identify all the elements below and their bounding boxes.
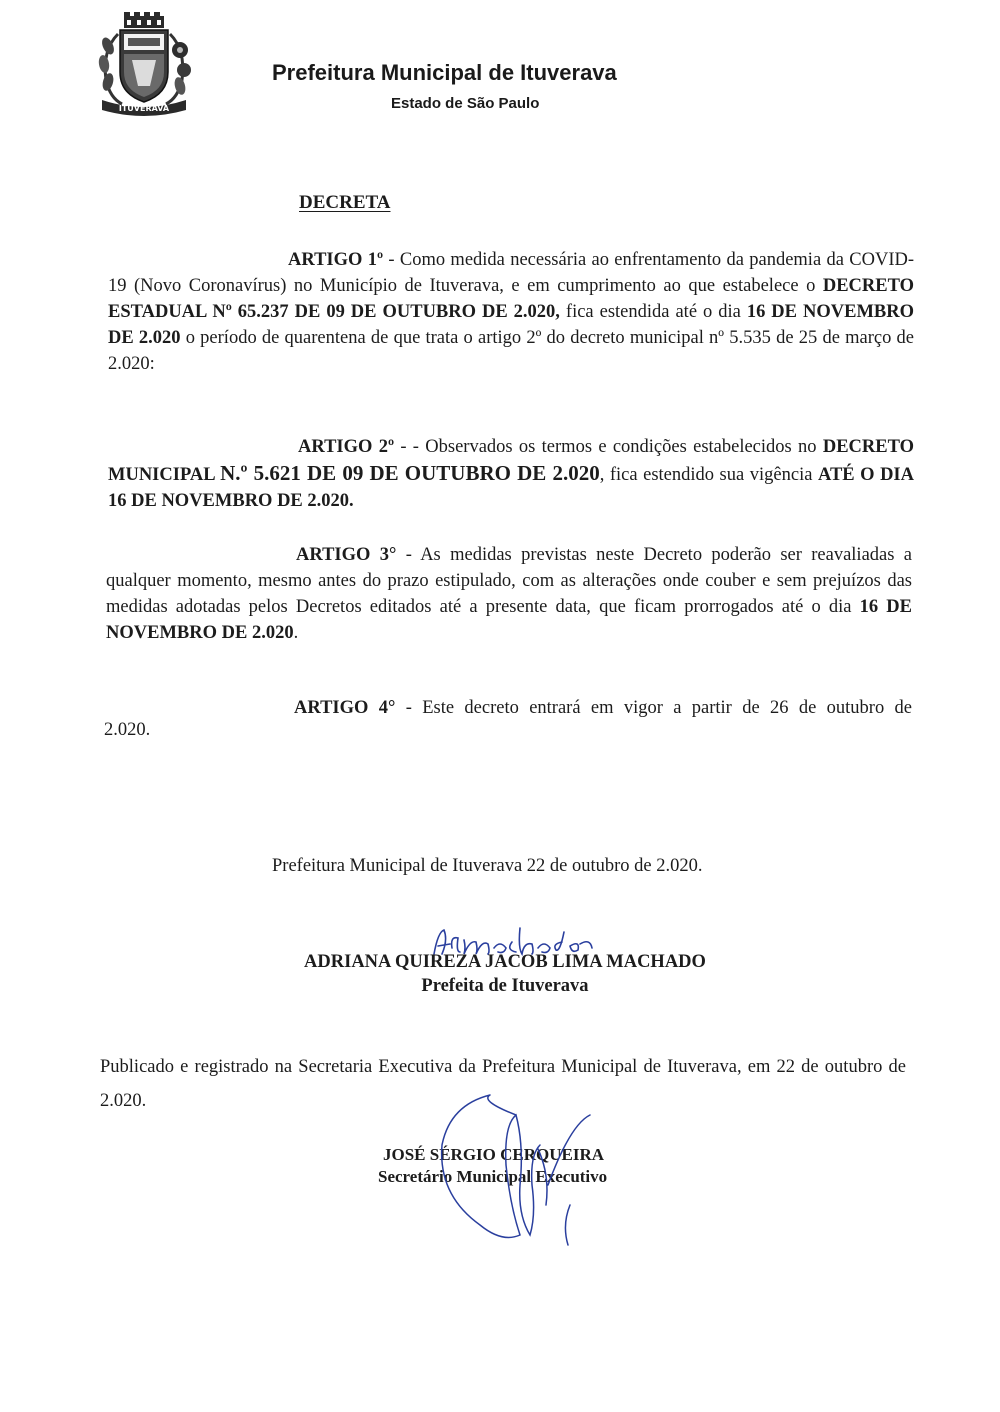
publication-note: Publicado e registrado na Secretaria Executiva da Prefeitura Municipal de Ituverava, em 22 de outubro de 2.020. <box>100 1057 906 1111</box>
secretary-role: Secretário Municipal Executivo <box>378 1167 608 1186</box>
artigo-1-text-3: o período de quarentena de que trata o artigo 2º do decreto municipal nº 5.535 de 25 de março de 2.020: <box>108 328 914 374</box>
artigo-1-bold-2: 16 DE NOVEMBRO DE 2.020 <box>108 302 914 348</box>
artigo-2-bold-2: ATÉ O DIA 16 DE NOVEMBRO DE 2.020. <box>108 465 914 511</box>
artigo-3-label: ARTIGO 3° <box>296 545 397 565</box>
artigo-1-label: ARTIGO 1º <box>288 250 384 270</box>
mayor-role: Prefeita de Ituverava <box>421 976 589 996</box>
artigo-3-text-1: - As medidas previstas neste Decreto poderão ser reavaliadas a qualquer momento, mesmo antes do prazo estipulado, com as alterações onde couber e sem prejuízos das medidas adotadas pelos Decretos editados até a presente data, que ficam prorrogados até o dia <box>106 545 912 617</box>
artigo-1-bold-1: DECRETO ESTADUAL Nº 65.237 DE 09 DE OUTUBRO DE 2.020, <box>108 276 914 322</box>
artigo-4-text-1: - Este decreto entrará em vigor a partir de 26 de outubro de <box>395 698 912 718</box>
artigo-2-text-2: , fica estendido sua vigência <box>599 465 818 485</box>
artigo-2-bold-1a: DECRETO MUNICIPAL <box>108 437 914 485</box>
artigo-4-label: ARTIGO 4° <box>294 698 396 718</box>
artigo-1-text-1: - Como medida necessária ao enfrentamento da pandemia da COVID-19 (Novo Coronavírus) no Município de Ituverava, e em cumprimento ao que estabelece o <box>108 250 914 296</box>
artigo-1 <box>108 247 914 377</box>
decreta-heading: DECRETA <box>299 192 391 213</box>
secretary-signature <box>420 1085 610 1250</box>
artigo-4 <box>294 698 912 719</box>
artigo-1-text-2: fica estendida até o dia <box>559 302 747 322</box>
mayor-name: ADRIANA QUIREZA JACOB LIMA MACHADO <box>304 952 706 972</box>
artigo-3-text-2: . <box>293 623 299 643</box>
crest-ribbon-text: ITUVERAVA <box>118 104 170 113</box>
artigo-2 <box>108 434 914 514</box>
artigo-2-text-1: - - Observados os termos e condições estabelecidos no <box>394 437 823 457</box>
header-title: Prefeitura Municipal de Ituverava <box>272 60 617 85</box>
artigo-4-text-2: 2.020. <box>104 720 151 740</box>
artigo-3 <box>106 542 912 646</box>
artigo-2-bold-1b: N.º 5.621 DE 09 DE OUTUBRO DE 2.020 <box>220 461 600 485</box>
header-subtitle: Estado de São Paulo <box>391 95 540 112</box>
place-and-date: Prefeitura Municipal de Ituverava 22 de outubro de 2.020. <box>272 856 703 876</box>
artigo-2-label: ARTIGO 2º <box>298 437 395 457</box>
secretary-name: JOSÉ SÉRGIO CERQUEIRA <box>383 1145 605 1164</box>
municipal-crest-logo <box>92 10 196 122</box>
artigo-3-bold-1: 16 DE NOVEMBRO DE 2.020 <box>106 597 912 643</box>
